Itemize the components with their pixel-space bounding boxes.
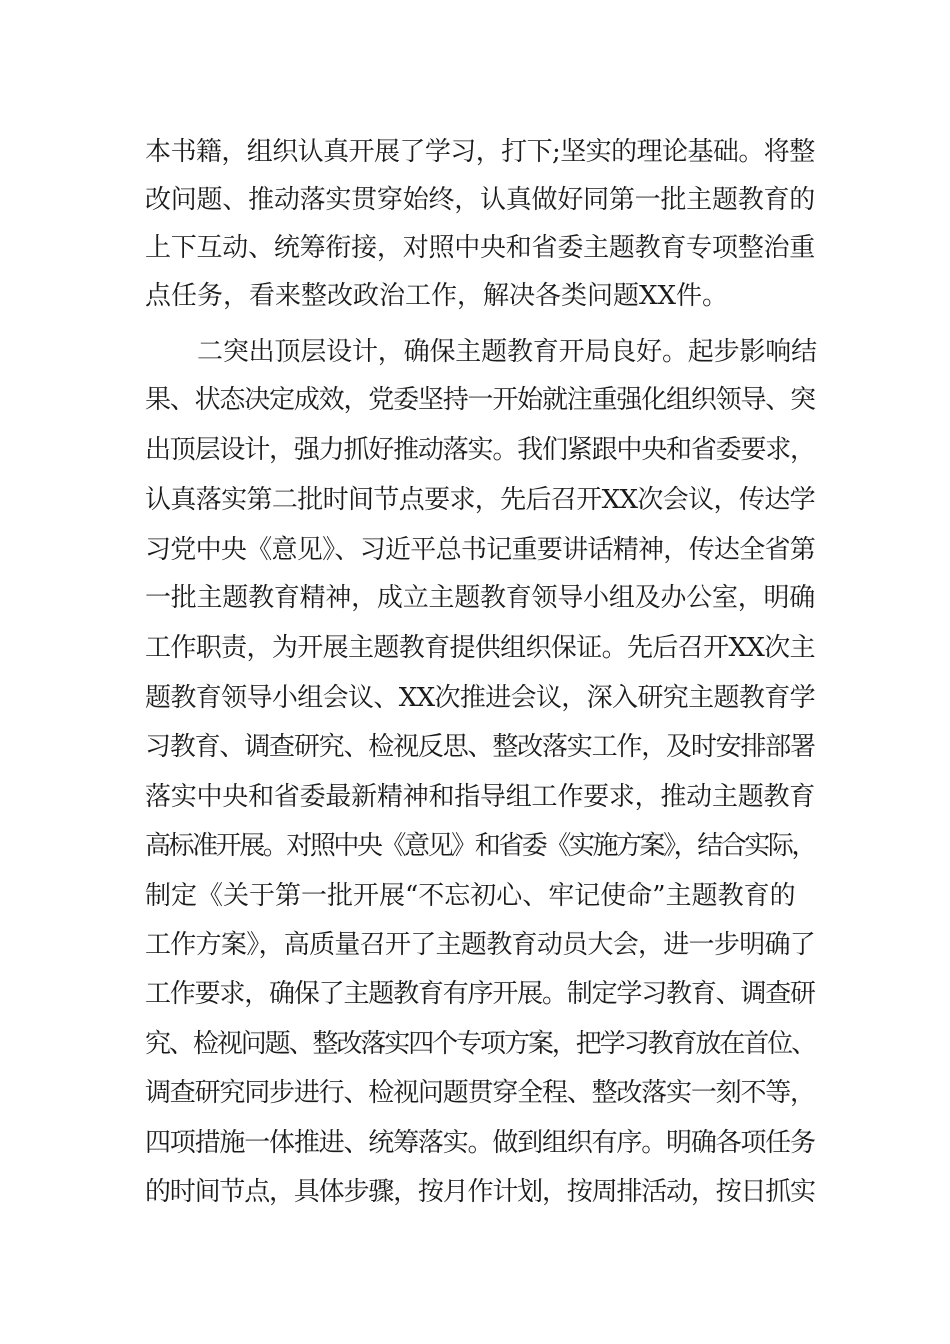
- text-line: 制定《关于第一批开展“不忘初心、牢记使命”主题教育的: [145, 881, 796, 911]
- text-line: 的时间节点，具体步骤，按月作计划，按周排活动，按日抓实: [145, 1177, 815, 1207]
- text-line: 工作方案》，高质量召开了主题教育动员大会，进一步明确了: [145, 930, 816, 960]
- text-line: 落实中央和省委最新精神和指导组工作要求，推动主题教育: [145, 782, 816, 812]
- text-line: 工作职责，为开展主题教育提供组织保证。先后召开XX次主: [145, 633, 816, 663]
- text-line: 习党中央《意见》、习近平总书记重要讲话精神，传达全省第: [145, 535, 816, 565]
- text-line: 工作要求，确保了主题教育有序开展。制定学习教育、调查研: [145, 979, 815, 1009]
- text-line: 上下互动、统筹衔接，对照中央和省委主题教育专项整治重: [145, 233, 816, 263]
- text-line: 一批主题教育精神，成立主题教育领导小组及办公室，明确: [145, 583, 816, 613]
- text-line: 高标准开展。对照中央《意见》和省委《实施方案》，结合实际，: [145, 831, 815, 861]
- paragraph-first-line: 二突出顶层设计，确保主题教育开局良好。起步影响结: [197, 337, 817, 367]
- text-line: 四项措施一体推进、统筹落实。做到组织有序。明确各项任务: [145, 1128, 815, 1158]
- text-line: 习教育、调查研究、检视反思、整改落实工作，及时安排部署: [145, 732, 815, 762]
- text-line: 出顶层设计，强力抓好推动落实。我们紧跟中央和省委要求，: [145, 435, 815, 465]
- text-line: 果、状态决定成效，党委坚持一开始就注重强化组织领导、突: [145, 385, 815, 415]
- text-line: 改问题、推动落实贯穿始终，认真做好同第一批主题教育的: [145, 185, 816, 215]
- text-line: 题教育领导小组会议、XX次推进会议，深入研究主题教育学: [145, 683, 816, 713]
- text-line: 本书籍，组织认真开展了学习，打下;坚实的理论基础。将整: [145, 137, 815, 167]
- text-line: 认真落实第二批时间节点要求，先后召开XX次会议，传达学: [145, 485, 816, 515]
- text-line: 调查研究同步进行、检视问题贯穿全程、整改落实一刻不等，: [145, 1078, 815, 1108]
- text-line: 点任务，看来整改政治工作，解决各类问题XX件。: [145, 281, 729, 311]
- text-line: 究、检视问题、整改落实四个专项方案，把学习教育放在首位、: [145, 1029, 816, 1059]
